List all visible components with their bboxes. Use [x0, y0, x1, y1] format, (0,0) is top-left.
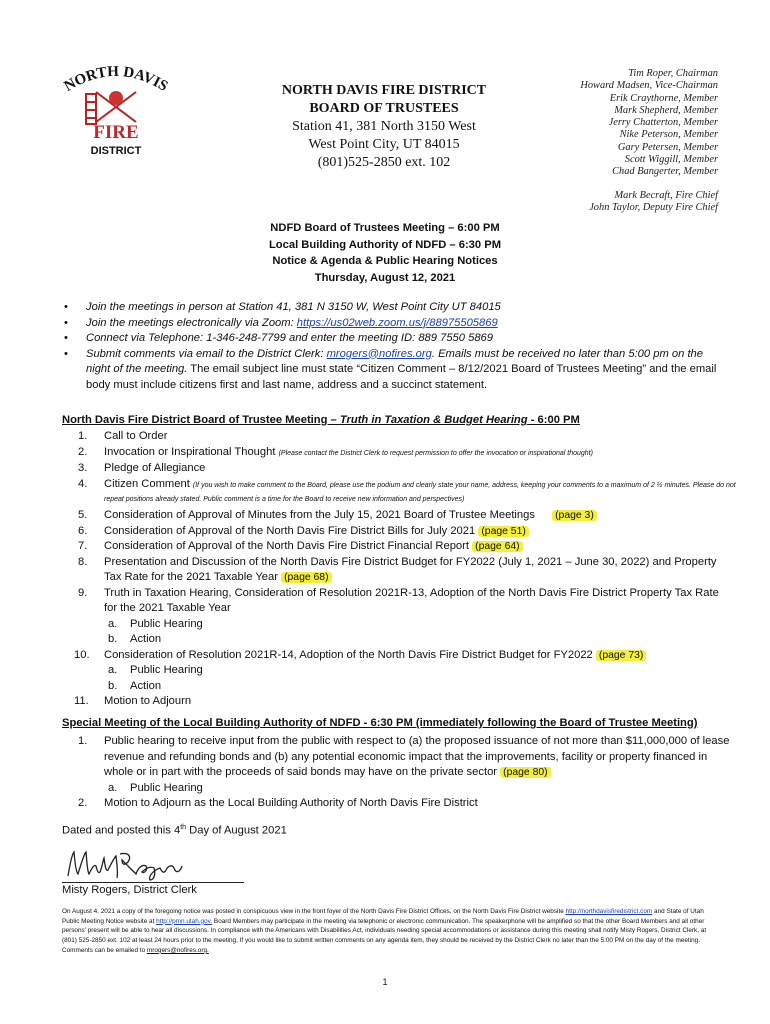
- meeting-title-block: [0, 220, 770, 286]
- bullet-zoom: • Join the meetings electronically via Zoom: https://us02web.zoom.us/j/88975505869: [62, 316, 722, 332]
- agenda-item: 10. Consideration of Resolution 2021R-14, Adoption of the North Davis Fire District Budget for FY2022 (page 73): [62, 648, 742, 664]
- page-reference-badge: (page 51): [478, 526, 528, 537]
- page-reference-badge: (page 73): [596, 650, 646, 661]
- agenda-subitem: b. Action: [108, 679, 162, 692]
- clerk-email-link[interactable]: mrogers@nofires.org: [326, 347, 432, 360]
- agenda-item: 7. Consideration of Approval of the North Davis Fire District Financial Report (page 64): [62, 539, 742, 555]
- board-name: BOARD OF TRUSTEES: [309, 101, 459, 116]
- logo-fire-text: FIRE: [93, 122, 139, 143]
- bullet-email-comments: • Submit comments via email to the District Clerk: mrogers@nofires.org. Emails must be received no later than 5:00 pm on the night of the meeting. The email subject line must state “Citizen Comment – 8/12/2021 Board of Trustees Meeting” and the email body must include citizens first and last name, address and a succinct statement.: [62, 347, 722, 394]
- meeting-date: Thursday, August 12, 2021: [314, 271, 456, 284]
- pmn-website-link[interactable]: http://pmn.utah.gov.: [156, 917, 213, 925]
- page-reference-badge: (page 3): [552, 510, 597, 521]
- agenda-item: 2. Invocation or Inspirational Thought (Please contact the District Clerk to request permission to offer the invocation or inspirational thought): [78, 445, 593, 458]
- bullet-telephone: • Connect via Telephone: 1-346-248-7799 and enter the meeting ID: 889 7550 5869: [62, 331, 722, 347]
- board-meeting-heading: North Davis Fire District Board of Trustee Meeting – Truth in Taxation & Budget Hearing - 6:00 PM: [62, 414, 580, 426]
- footer-email-link[interactable]: mrogers@nofires.org.: [146, 946, 209, 954]
- organization-header: [250, 82, 518, 172]
- member: Mark Shepherd, Member: [614, 104, 718, 116]
- dated-and-posted: Dated and posted this 4th Day of August 2021: [62, 824, 287, 837]
- lba-meeting-agenda: [62, 734, 742, 812]
- helmet-icon: [109, 91, 123, 105]
- meeting-line-3: Notice & Agenda & Public Hearing Notices: [272, 255, 498, 268]
- agenda-item: 6. Consideration of Approval of the North Davis Fire District Bills for July 2021 (page 51): [62, 524, 742, 540]
- member: Erik Craythorne, Member: [609, 92, 718, 104]
- posting-notice-footer: On August 4, 2021 a copy of the foregoing notice was posted in conspicuous view in the front foyer of the North Davis Fire District Offices, on the North Davis Fire District website http://northdavisfiredistrict.com and State of Utah Public Meeting Notice website at http://pmn.utah.gov. Board Members may participate in the meeting via telephonic or electronic communication. The speakerphone will be amplified so that the other Board Members and all other persons' present will be able to hear all discussions. In compliance with the Americans with Disabilities Act, individuals needing special accommodations or assistance during this meeting shall notify Misty Rogers, District Clerk, at (801) 525-2850 ext. 102 at least 24 hours prior to the meeting. If you would like to submit written comments on any agenda item, they should be received by the District Clerk no later than the 5:00 PM on the day of the meeting. Comments can be emailed to mrogers@nofires.org.: [62, 908, 707, 954]
- member: Tim Roper, Chairman: [628, 68, 718, 79]
- meeting-line-1: NDFD Board of Trustees Meeting – 6:00 PM: [270, 222, 500, 234]
- agenda-subitem: a. Public Hearing: [108, 781, 203, 794]
- agenda-item: 8. Presentation and Discussion of the North Davis Fire District Budget for FY2022 (July 1, 2021 – June 30, 2022) and Property Tax Rate for the 2021 Taxable Year (page 68): [78, 555, 717, 583]
- org-name: NORTH DAVIS FIRE DISTRICT: [281, 83, 487, 98]
- agenda-subitem: b. Action: [108, 633, 162, 645]
- phone-number: (801)525-2850 ext. 102: [317, 155, 451, 170]
- address-line-1: Station 41, 381 North 3150 West: [292, 119, 476, 134]
- page-number: 1: [382, 977, 388, 987]
- participation-bullets: [62, 300, 722, 393]
- agenda-item: 11. Motion to Adjourn: [74, 695, 192, 707]
- agenda-item: 9. Truth in Taxation Hearing, Consideration of Resolution 2021R-13, Adoption of the North Davis Fire District Property Tax Rate for the 2021 Taxable Year: [78, 586, 719, 614]
- logo-arc-text: NORTH DAVIS: [61, 64, 171, 95]
- agenda-item: 2. Motion to Adjourn as the Local Building Authority of North Davis Fire District: [78, 797, 478, 809]
- bullet-in-person: • Join the meetings in person at Station 41, 381 N 3150 W, West Point City UT 84015: [62, 300, 722, 316]
- member: Scott Wiggill, Member: [624, 154, 718, 166]
- logo-district-text: DISTRICT: [90, 145, 142, 157]
- north-davis-fire-district-logo: [58, 64, 174, 160]
- board-meeting-agenda: [62, 429, 742, 710]
- page-reference-badge: (page 68): [281, 572, 331, 583]
- signature-line: [62, 882, 244, 883]
- member: Nike Peterson, Member: [619, 129, 718, 141]
- page-reference-badge: (page 80): [500, 767, 550, 778]
- member: Gary Petersen, Member: [617, 141, 718, 153]
- fire-chief: Mark Becraft, Fire Chief: [614, 189, 718, 201]
- district-website-link[interactable]: http://northdavisfiredistrict.com: [565, 908, 653, 915]
- agenda-item: 3. Pledge of Allegiance: [78, 462, 206, 474]
- agenda-item: 4. Citizen Comment (If you wish to make comment to the Board, please use the podium and clearly state your name, address, keeping your comments to a maximum of 2 ½ minutes. Please do not repeat positions already stated. Public comment is a time for the Board to receive new information and perspectives): [78, 477, 736, 503]
- meeting-line-2: Local Building Authority of NDFD – 6:30 PM: [268, 238, 502, 251]
- agenda-item: 5. Consideration of Approval of Minutes from the July 15, 2021 Board of Trustee Meetings (page 3): [62, 508, 742, 524]
- zoom-link[interactable]: https://us02web.zoom.us/j/88975505869: [296, 316, 498, 329]
- address-line-2: West Point City, UT 84015: [308, 137, 460, 152]
- board-members-list: [580, 68, 718, 214]
- deputy-fire-chief: John Taylor, Deputy Fire Chief: [589, 201, 718, 213]
- agenda-subitem: a. Public Hearing: [108, 617, 203, 630]
- lba-meeting-heading: Special Meeting of the Local Building Authority of NDFD - 6:30 PM (immediately following the Board of Trustee Meeting): [62, 717, 698, 729]
- clerk-name: Misty Rogers, District Clerk: [62, 884, 197, 896]
- agenda-item: 1. Call to Order: [78, 430, 168, 442]
- member: Chad Bangerter, Member: [612, 166, 718, 178]
- member: Jerry Chatterton, Member: [608, 117, 718, 129]
- clerk-signature: [62, 846, 246, 882]
- page-reference-badge: (page 64): [472, 541, 522, 552]
- member: Howard Madsen, Vice-Chairman: [580, 80, 718, 92]
- agenda-subitem: a. Public Hearing: [108, 664, 203, 676]
- agenda-item: 1. Public hearing to receive input from the public with respect to (a) the proposed issuance of not more than $11,000,000 of lease revenue and refunding bonds and (b) any potential economic impact that the improvements, facility or property financed in whole or in part with the proceeds of said bonds may have on the private sector (page 80): [78, 735, 730, 778]
